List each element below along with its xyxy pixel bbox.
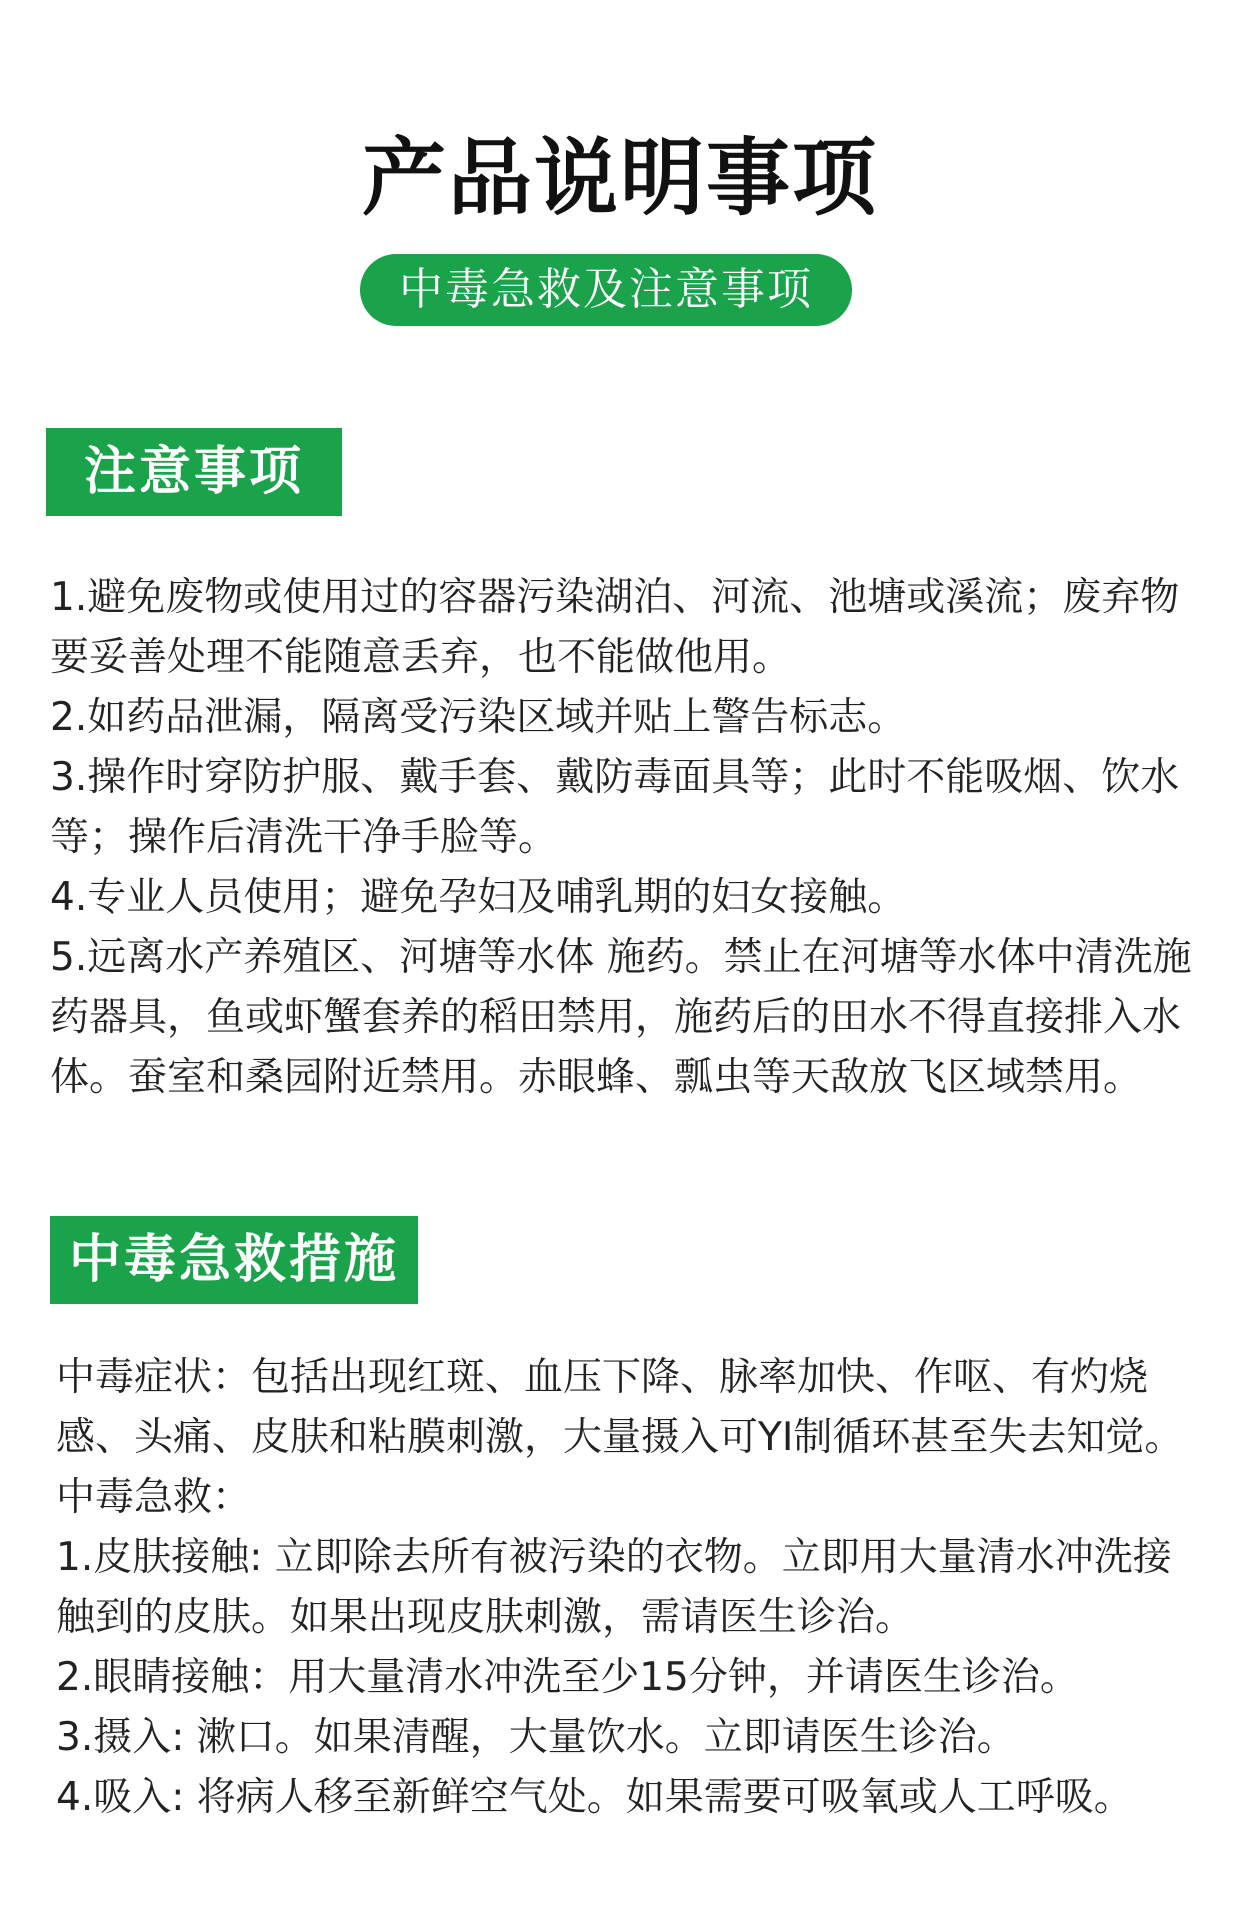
first-aid-item: 4.吸入: 将病人移至新鲜空气处。如果需要可吸氧或人工呼吸。 [56, 1775, 1133, 1820]
precautions-list [50, 568, 1200, 1108]
first-aid-content [56, 1348, 1206, 1828]
first-aid-item: 2.眼睛接触：用大量清水冲洗至少15分钟，并请医生诊治。 [56, 1655, 1079, 1700]
precautions-heading: 注意事项 [46, 428, 342, 516]
subtitle-badge: 中毒急救及注意事项 [360, 254, 852, 326]
precaution-item: 2.如药品泄漏，隔离受污染区域并贴上警告标志。 [50, 695, 907, 740]
precaution-item: 1.避免废物或使用过的容器污染湖泊、河流、池塘或溪流；废弃物要妥善处理不能随意丢弃，也不能做他用。 [50, 575, 1180, 680]
first-aid-heading: 中毒急救措施 [50, 1216, 418, 1304]
page-title: 产品说明事项 [361, 129, 878, 227]
symptoms-paragraph: 中毒症状：包括出现红斑、血压下降、脉率加快、作呕、有灼烧感、头痛、皮肤和粘膜刺激，大量摄入可YI制循环甚至失去知觉。 [56, 1355, 1184, 1460]
first-aid-item: 1.皮肤接触: 立即除去所有被污染的衣物。立即用大量清水冲洗接触到的皮肤。如果出现皮肤刺激，需请医生诊治。 [56, 1535, 1172, 1640]
precaution-item: 3.操作时穿防护服、戴手套、戴防毒面具等；此时不能吸烟、饮水等；操作后清洗干净手脸等。 [50, 755, 1180, 860]
precaution-item: 5.远离水产养殖区、河塘等水体 施药。禁止在河塘等水体中清洗施药器具，鱼或虾蟹套养的稻田禁用，施药后的田水不得直接排入水体。蚕室和桑园附近禁用。赤眼蜂、瓢虫等天敌放飞区域禁用。 [50, 935, 1192, 1100]
first-aid-item: 3.摄入: 漱口。如果清醒，大量饮水。立即请医生诊治。 [56, 1715, 1016, 1760]
first-aid-label: 中毒急救： [56, 1475, 252, 1520]
precaution-item: 4.专业人员使用；避免孕妇及哺乳期的妇女接触。 [50, 875, 907, 920]
